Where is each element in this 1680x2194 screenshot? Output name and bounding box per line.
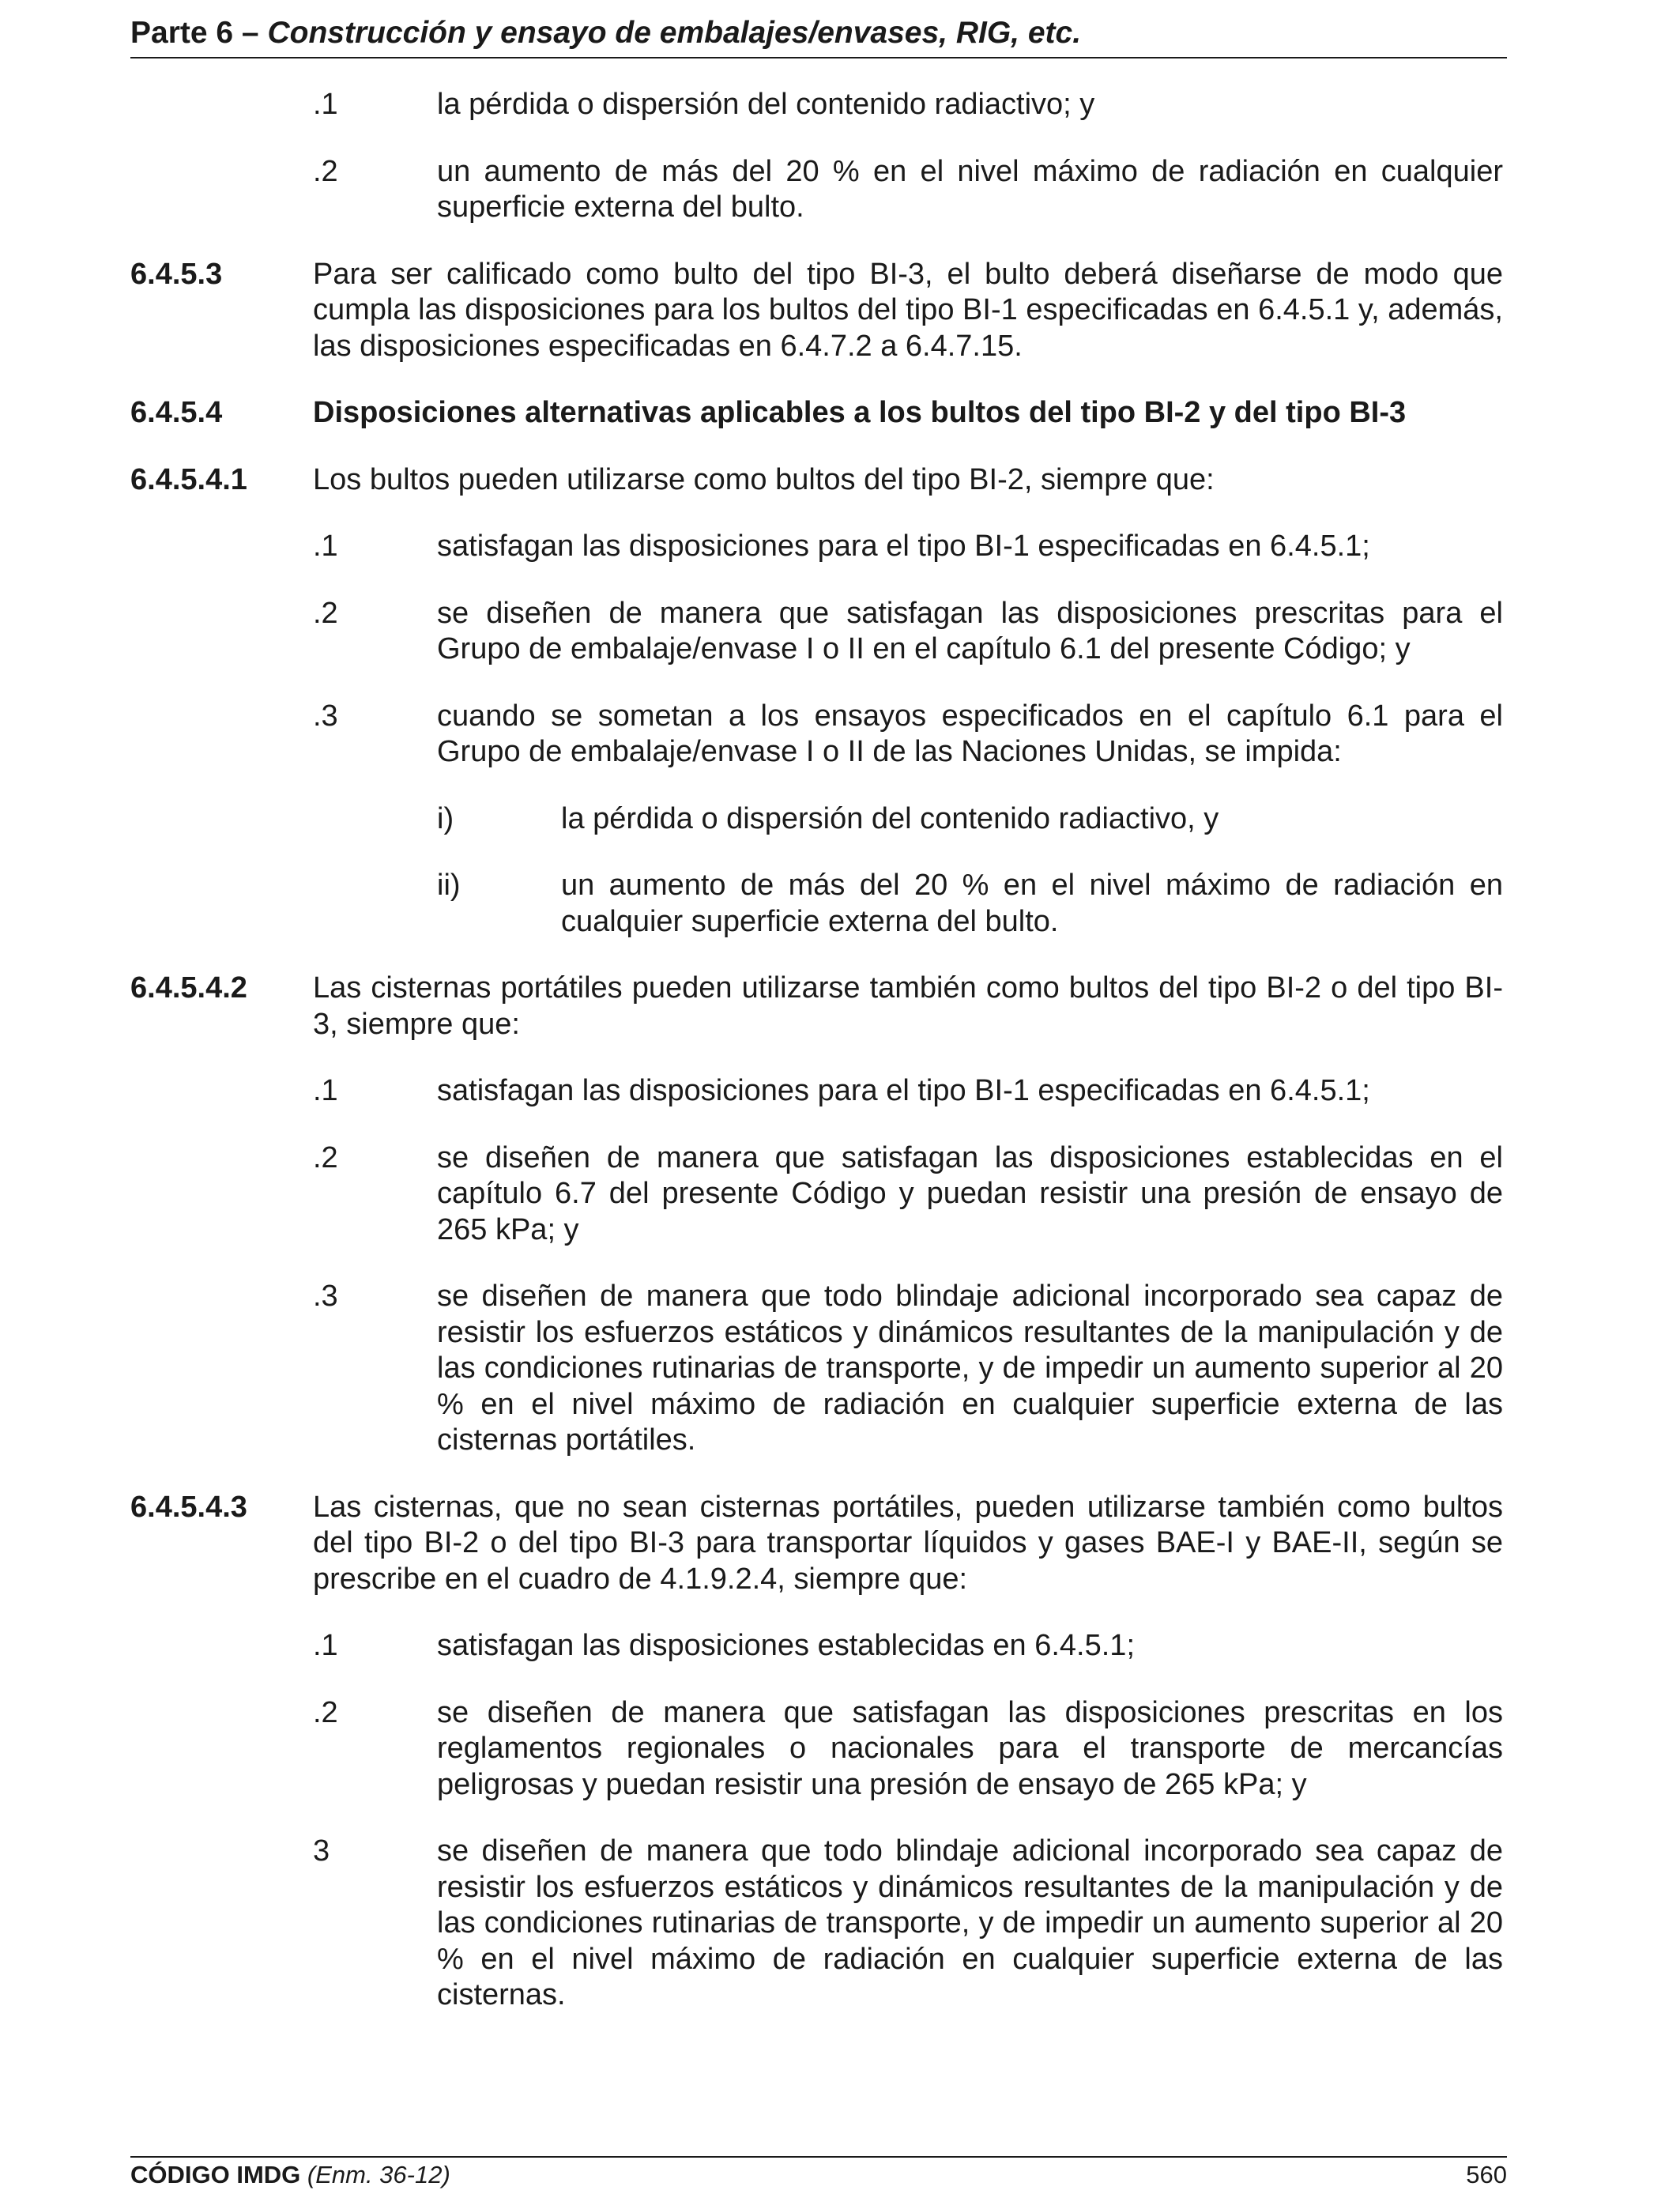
paragraph-number: 6.4.5.4.2 (130, 971, 247, 1005)
list-item (313, 87, 1503, 123)
list-item (313, 154, 1503, 226)
list-item (313, 1073, 1503, 1110)
footer-code: CÓDIGO IMDG (130, 2161, 307, 2188)
header-subtitle: Construcción y ensayo de embalajes/envases, RIG, etc. (267, 16, 1082, 50)
page-number: 560 (1466, 2161, 1507, 2188)
item-marker: .2 (313, 154, 338, 188)
paragraph-number: 6.4.5.4.3 (130, 1490, 247, 1524)
paragraph-number: 6.4.5.3 (130, 257, 223, 291)
item-marker: ii) (437, 869, 461, 902)
item-marker: .3 (313, 699, 338, 733)
paragraph-6-4-5-4-2 (130, 971, 1503, 1042)
item-text: un aumento de más del 20 % en el nivel máximo de radiación en cualquier superficie externa del bulto. (561, 869, 1503, 938)
paragraph-6-4-5-4-3 (130, 1490, 1503, 1598)
item-text: la pérdida o dispersión del contenido radiactivo; y (437, 88, 1095, 121)
sub-list-item (437, 868, 1503, 940)
item-marker: .1 (313, 530, 338, 563)
item-text: satisfagan las disposiciones establecidas en 6.4.5.1; (437, 1629, 1135, 1662)
section-heading-text: Disposiciones alternativas aplicables a los bultos del tipo BI-2 y del tipo BI-3 (313, 396, 1407, 429)
item-marker: .1 (313, 1074, 338, 1107)
item-marker: .2 (313, 596, 338, 630)
paragraph-number: 6.4.5.4.1 (130, 462, 247, 496)
paragraph-text: Para ser calificado como bulto del tipo BI-3, el bulto deberá diseñarse de modo que cumpla las disposiciones para los bultos del tipo BI-1 especificadas en 6.4.5.1 y, además, las disposiciones especificadas en 6.4.7.2 a 6.4.7.15. (313, 257, 1503, 363)
item-marker: .1 (313, 1629, 338, 1662)
item-marker: .2 (313, 1140, 338, 1174)
item-text: la pérdida o dispersión del contenido radiactivo, y (561, 801, 1219, 835)
item-text: se diseñen de manera que satisfagan las disposiciones establecidas en el capítulo 6.7 del presente Código y puedan resistir una presión de ensayo de 265 kPa; y (437, 1140, 1503, 1246)
item-text: satisfagan las disposiciones para el tipo BI-1 especificadas en 6.4.5.1; (437, 1074, 1370, 1107)
item-text: se diseñen de manera que todo blindaje adicional incorporado sea capaz de resistir los esfuerzos estáticos y dinámicos resultantes de la manipulación y de las condiciones rutinarias de transporte, y de impedir un aumento superior al 20 % en el nivel máximo de radiación en cualquier superficie externa de las cisternas portátiles. (437, 1280, 1503, 1457)
list-item (313, 596, 1503, 668)
running-header (130, 11, 1507, 58)
paragraph-text: Las cisternas, que no sean cisternas portátiles, pueden utilizarse también como bultos del tipo BI-2 o del tipo BI-3 para transportar líquidos y gases BAE-I y BAE-II, según se prescribe en el cuadro de 4.1.9.2.4, siempre que: (313, 1490, 1503, 1596)
item-marker: .3 (313, 1280, 338, 1313)
item-marker: .1 (313, 88, 338, 121)
item-text: se diseñen de manera que satisfagan las disposiciones prescritas para el Grupo de embalaje/envase I o II en el capítulo 6.1 del presente Código; y (437, 596, 1503, 665)
item-marker: 3 (313, 1834, 330, 1868)
item-marker: .2 (313, 1695, 338, 1729)
item-text: cuando se sometan a los ensayos especificados en el capítulo 6.1 para el Grupo de embalaje/envase I o II de las Naciones Unidas, se impida: (437, 699, 1503, 768)
paragraph-6-4-5-4-1 (130, 462, 1503, 499)
sub-list-item (437, 801, 1503, 838)
paragraph-number: 6.4.5.4 (130, 396, 223, 429)
item-marker: i) (437, 801, 454, 835)
item-text: satisfagan las disposiciones para el tipo BI-1 especificadas en 6.4.5.1; (437, 530, 1370, 563)
item-text: se diseñen de manera que todo blindaje adicional incorporado sea capaz de resistir los esfuerzos estáticos y dinámicos resultantes de la manipulación y de las condiciones rutinarias de transporte, y de impedir un aumento superior al 20 % en el nivel máximo de radiación en cualquier superficie externa de las cisternas. (437, 1834, 1503, 2011)
list-item (313, 1834, 1503, 2014)
section-heading-6-4-5-4 (130, 395, 1503, 432)
header-part: Parte 6 – (130, 16, 268, 50)
paragraph-text: Las cisternas portátiles pueden utilizarse también como bultos del tipo BI-2 o del tipo BI-3, siempre que: (313, 971, 1503, 1041)
list-item (313, 1695, 1503, 1804)
footer-edition: (Enm. 36-12) (307, 2161, 450, 2188)
list-item (313, 529, 1503, 565)
list-item (313, 1628, 1503, 1664)
paragraph-text: Los bultos pueden utilizarse como bultos del tipo BI-2, siempre que: (313, 462, 1215, 496)
list-item (313, 699, 1503, 771)
list-item (313, 1279, 1503, 1459)
paragraph-6-4-5-3 (130, 257, 1503, 365)
list-item (313, 1140, 1503, 1249)
running-footer (130, 2156, 1507, 2189)
page-body (130, 87, 1503, 2014)
item-text: se diseñen de manera que satisfagan las disposiciones prescritas en los reglamentos regionales o nacionales para el transporte de mercancías peligrosas y puedan resistir una presión de ensayo de 265 kPa; y (437, 1695, 1503, 1801)
item-text: un aumento de más del 20 % en el nivel máximo de radiación en cualquier superficie externa del bulto. (437, 154, 1503, 224)
footer-publication (130, 2161, 450, 2189)
